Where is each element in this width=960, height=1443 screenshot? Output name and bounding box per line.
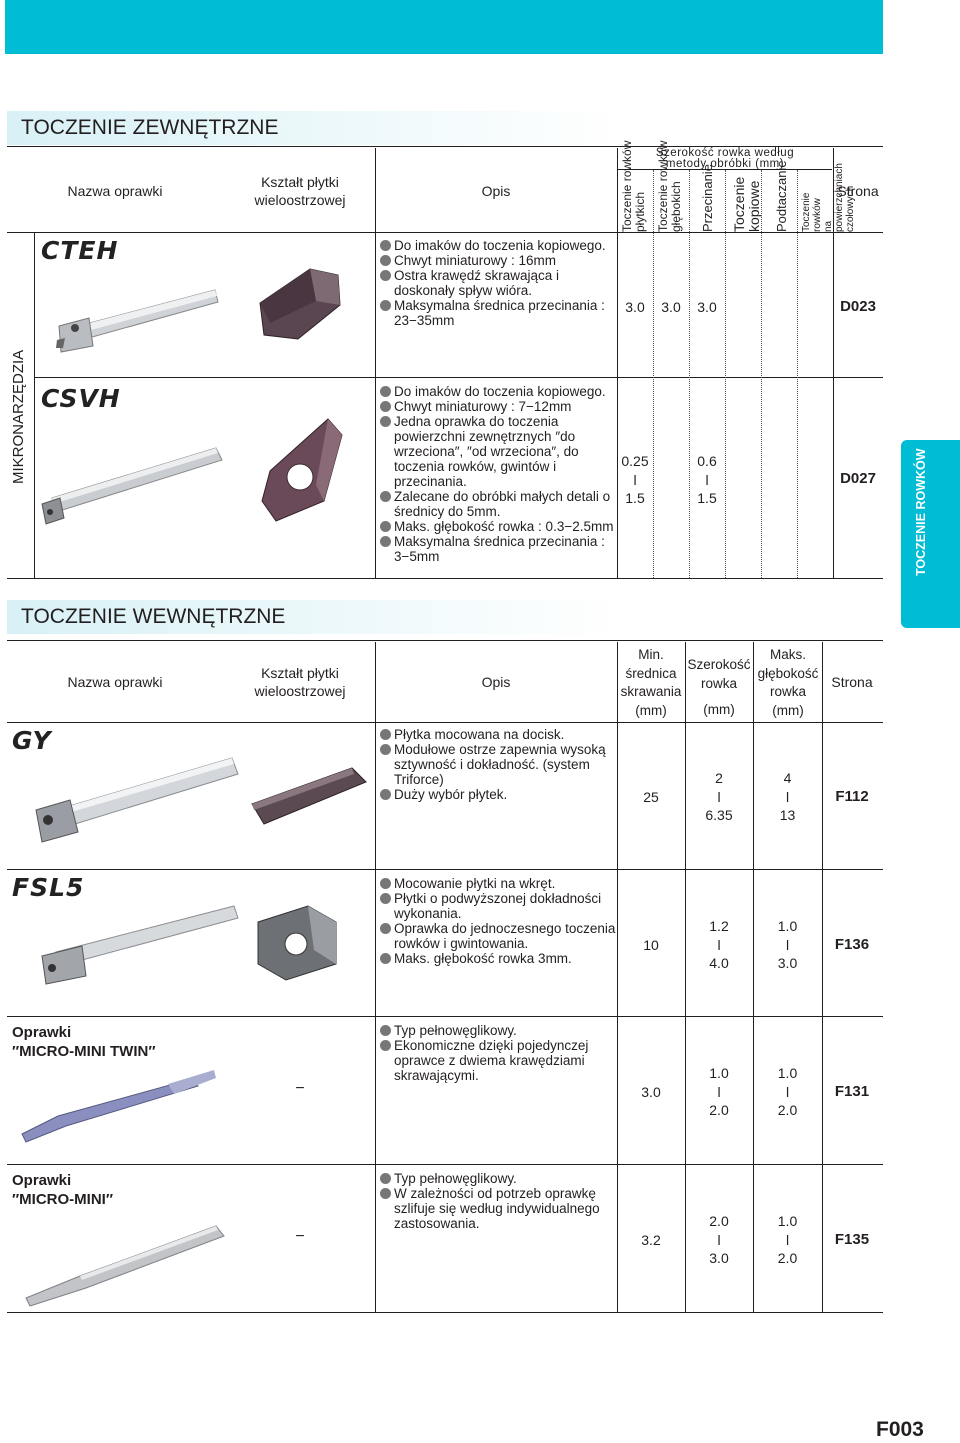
header-holder-name: Nazwa oprawki <box>67 183 163 199</box>
top-color-bar <box>5 0 883 54</box>
value-min: 2.0 <box>709 1213 729 1229</box>
holder-name-cteh: CTEH <box>41 236 119 265</box>
divider <box>617 148 618 578</box>
divider <box>689 170 690 578</box>
value-range-separator: l <box>717 788 721 805</box>
header-method-deep <box>657 141 683 232</box>
value-min: 0.25 <box>621 453 649 469</box>
value-min: 1.2 <box>709 918 729 934</box>
page-ref-link[interactable]: D027 <box>840 470 876 487</box>
description-item: Maksymalna średnica przecinania : 3−5mm <box>380 534 616 564</box>
header-method-line: Toczenie rowków <box>656 140 670 232</box>
divider <box>7 578 883 579</box>
divider <box>375 642 376 1312</box>
value-width-range <box>685 1064 753 1120</box>
header-line: Szerokość <box>687 657 751 672</box>
divider <box>7 1312 883 1313</box>
divider <box>7 1016 883 1017</box>
header-line: rowka <box>769 684 806 699</box>
holder-image-gy <box>26 752 240 848</box>
page-ref-link[interactable]: D023 <box>840 298 876 315</box>
value-depth-range <box>753 1212 822 1268</box>
value-range-separator: l <box>785 788 790 805</box>
description-item: Maks. głębokość rowka 3mm. <box>380 951 616 966</box>
header-line: średnica <box>625 665 677 681</box>
description-micro-mini-twin <box>380 1023 616 1083</box>
header-method-line: Przecinanie <box>700 164 715 232</box>
description-item: Typ pełnowęglikowy. <box>380 1023 616 1038</box>
divider <box>7 869 883 870</box>
value-range-separator: l <box>717 1083 721 1100</box>
divider <box>797 170 798 578</box>
holder-name-csvh: CSVH <box>41 384 121 413</box>
value-width-range <box>685 769 753 825</box>
divider <box>653 170 654 578</box>
header-method-parting <box>701 164 714 232</box>
description-item: Zalecane do obróbki małych detali o średnicy do 5mm. <box>380 489 616 519</box>
header-method-line: głębokich <box>669 181 683 232</box>
divider <box>7 640 883 641</box>
page-ref-link[interactable]: F131 <box>834 1083 870 1100</box>
divider <box>35 377 883 378</box>
value-max: 13 <box>779 807 796 823</box>
section-title-internal: TOCZENIE WEWNĘTRZNE <box>7 600 883 634</box>
page-ref-link[interactable]: F136 <box>834 936 870 953</box>
description-item: Duży wybór płytek. <box>380 787 616 802</box>
holder-image-micro-mini <box>20 1216 230 1310</box>
side-label-microtools: MIKRONARZĘDZIA <box>10 349 27 484</box>
divider <box>375 148 376 578</box>
description-item: Oprawka do jednoczesnego toczenia rowków i gwintowania. <box>380 921 616 951</box>
description-item: Do imaków do toczenia kopiowego. <box>380 384 616 399</box>
value-min-diameter: 3.2 <box>641 1232 661 1248</box>
header-method-face <box>801 163 856 232</box>
header-method-line: Toczenie <box>731 176 747 232</box>
value-parting-range <box>689 452 725 508</box>
description-item: Typ pełnowęglikowy. <box>380 1171 616 1186</box>
insert-shape-none: − <box>295 1228 305 1245</box>
header-method-line: kopiowe <box>746 180 762 232</box>
holder-image-cteh <box>55 268 220 360</box>
description-item: Maksymalna średnica przecinania : 23−35mm <box>380 298 610 328</box>
value-max: 6.35 <box>705 807 733 823</box>
header-line: (mm) <box>772 702 804 718</box>
value-range-separator: l <box>705 471 709 488</box>
header-method-copy <box>732 177 762 232</box>
value-max: 4.0 <box>709 955 729 971</box>
value-max: 2.0 <box>777 1102 798 1118</box>
description-cteh <box>380 238 610 328</box>
page-number: F003 <box>876 1418 924 1441</box>
holder-image-micro-mini-twin <box>18 1060 218 1146</box>
holder-name-micro-mini <box>12 1171 113 1209</box>
header-description: Opis <box>481 674 511 690</box>
divider <box>725 170 726 578</box>
value-range-separator: l <box>785 936 790 953</box>
header-width-group <box>618 148 832 170</box>
divider <box>761 170 762 578</box>
value-shallow-range <box>617 452 653 508</box>
description-item: Płytki o podwyższonej dokładności wykonania. <box>380 891 616 921</box>
insert-image-cteh <box>250 265 350 345</box>
value-range-separator: l <box>717 936 721 953</box>
description-item: Chwyt miniaturowy : 7−12mm <box>380 399 616 414</box>
holder-name-line: ″MICRO-MINI″ <box>12 1191 114 1208</box>
description-item: Jedna oprawka do toczenia powierzchni zewnętrznych ″do wrzeciona″, ″od wrzeciona″, do toczenia rowków, gwintów i przecinania. <box>380 414 616 489</box>
insert-shape-none: − <box>295 1080 305 1097</box>
header-method-line: Toczenie rowków <box>801 192 823 232</box>
holder-name-line: ″MICRO-MINI TWIN″ <box>12 1043 156 1060</box>
value-max: 2.0 <box>777 1250 798 1266</box>
page-ref-link[interactable]: F112 <box>835 788 869 805</box>
header-width-group-line2: metody obróbki (mm) <box>665 158 785 170</box>
holder-image-csvh <box>38 440 228 530</box>
description-gy <box>380 727 616 802</box>
description-item: Płytka mocowana na docisk. <box>380 727 616 742</box>
description-item: Chwyt miniaturowy : 16mm <box>380 253 610 268</box>
value-max: 3.0 <box>777 955 798 971</box>
value-max: 3.0 <box>709 1250 729 1266</box>
value-depth-range <box>753 1064 822 1120</box>
insert-image-fsl5 <box>252 900 342 986</box>
header-line: (mm) <box>635 702 667 718</box>
description-item: W zależności od potrzeb oprawkę szlifuje się według indywidualnego zastosowania. <box>380 1186 616 1231</box>
value-width-range <box>685 1212 753 1268</box>
value-range-separator: l <box>633 471 637 488</box>
header-line: głębokość <box>757 665 819 681</box>
header-insert-shape: Kształt płytki wieloostrzowej <box>254 174 346 208</box>
header-holder-name: Nazwa oprawki <box>67 674 163 690</box>
header-min-diameter <box>617 646 685 720</box>
header-method-line: na powierzchniach czołowych <box>823 163 856 232</box>
description-csvh <box>380 384 616 564</box>
value-min: 1.0 <box>777 1213 798 1229</box>
value-min-diameter: 25 <box>643 789 659 805</box>
value-range-separator: l <box>785 1083 790 1100</box>
holder-image-fsl5 <box>36 900 242 990</box>
header-max-depth <box>753 646 823 720</box>
page-ref-link[interactable]: F135 <box>834 1231 870 1248</box>
header-insert-shape: Kształt płytki wieloostrzowej <box>254 665 346 699</box>
header-groove-width <box>685 656 753 720</box>
insert-image-gy <box>248 760 370 832</box>
insert-image-csvh <box>250 405 360 535</box>
value-min-diameter: 3.0 <box>641 1084 661 1100</box>
value-parting: 3.0 <box>697 299 717 315</box>
description-item: Maks. głębokość rowka : 0.3−2.5mm <box>380 519 616 534</box>
header-description: Opis <box>481 183 511 199</box>
header-line: Maks. <box>769 647 806 662</box>
value-min: 0.6 <box>697 453 717 469</box>
description-micro-mini <box>380 1171 616 1231</box>
section-tab-label: TOCZENIE ROWKÓW <box>914 448 928 576</box>
value-range-separator: l <box>785 1231 790 1248</box>
value-min: 1.0 <box>709 1065 729 1081</box>
header-method-line: płytkich <box>633 191 647 232</box>
value-min: 1.0 <box>777 1065 798 1081</box>
section-tab[interactable] <box>901 440 960 628</box>
value-width-range <box>685 917 753 973</box>
header-line: rowka <box>700 675 737 691</box>
header-method-shallow <box>621 141 647 232</box>
value-max: 2.0 <box>709 1102 729 1118</box>
header-method-line: Podtaczanie <box>774 160 789 232</box>
description-fsl5 <box>380 876 616 966</box>
header-page: Strona <box>831 674 873 690</box>
header-line: (mm) <box>703 702 735 717</box>
value-min: 1.0 <box>777 918 798 934</box>
description-item: Ostra krawędź skrawająca i doskonały spływ wióra. <box>380 268 610 298</box>
header-width-group-line1: Szerokość rowka według <box>655 147 795 159</box>
description-item: Modułowe ostrze zapewnia wysoką sztywność i dokładność. (system Triforce) <box>380 742 616 787</box>
value-depth-range <box>753 917 822 973</box>
divider <box>822 642 823 1312</box>
value-min: 4 <box>783 770 792 786</box>
holder-name-line: Oprawki <box>12 1024 72 1041</box>
divider <box>34 232 35 578</box>
header-method-line: Toczenie rowków <box>620 140 634 232</box>
value-range-separator: l <box>717 1231 721 1248</box>
header-page: Strona <box>837 183 879 199</box>
divider <box>7 1164 883 1165</box>
value-depth-range <box>753 769 822 825</box>
holder-name-micro-mini-twin <box>12 1023 156 1061</box>
description-item: Do imaków do toczenia kopiowego. <box>380 238 610 253</box>
header-line: skrawania <box>620 684 682 699</box>
description-item: Ekonomiczne dzięki pojedynczej oprawce z dwiema krawędziami skrawającymi. <box>380 1038 616 1083</box>
header-method-boring <box>775 160 788 232</box>
description-item: Mocowanie płytki na wkręt. <box>380 876 616 891</box>
value-max: 1.5 <box>697 490 717 506</box>
header-line: Min. <box>638 647 664 662</box>
section-title-external: TOCZENIE ZEWNĘTRZNE <box>7 111 883 145</box>
holder-name-fsl5: FSL5 <box>12 873 85 902</box>
divider <box>7 722 883 723</box>
divider <box>833 148 834 578</box>
holder-name-line: Oprawki <box>12 1172 72 1189</box>
holder-name-gy: GY <box>12 726 52 755</box>
value-shallow: 3.0 <box>625 299 645 315</box>
value-min: 2 <box>715 770 723 786</box>
value-deep: 3.0 <box>661 299 681 315</box>
divider <box>7 232 883 233</box>
value-max: 1.5 <box>625 490 645 506</box>
divider <box>617 642 618 1312</box>
value-min-diameter: 10 <box>643 937 659 953</box>
